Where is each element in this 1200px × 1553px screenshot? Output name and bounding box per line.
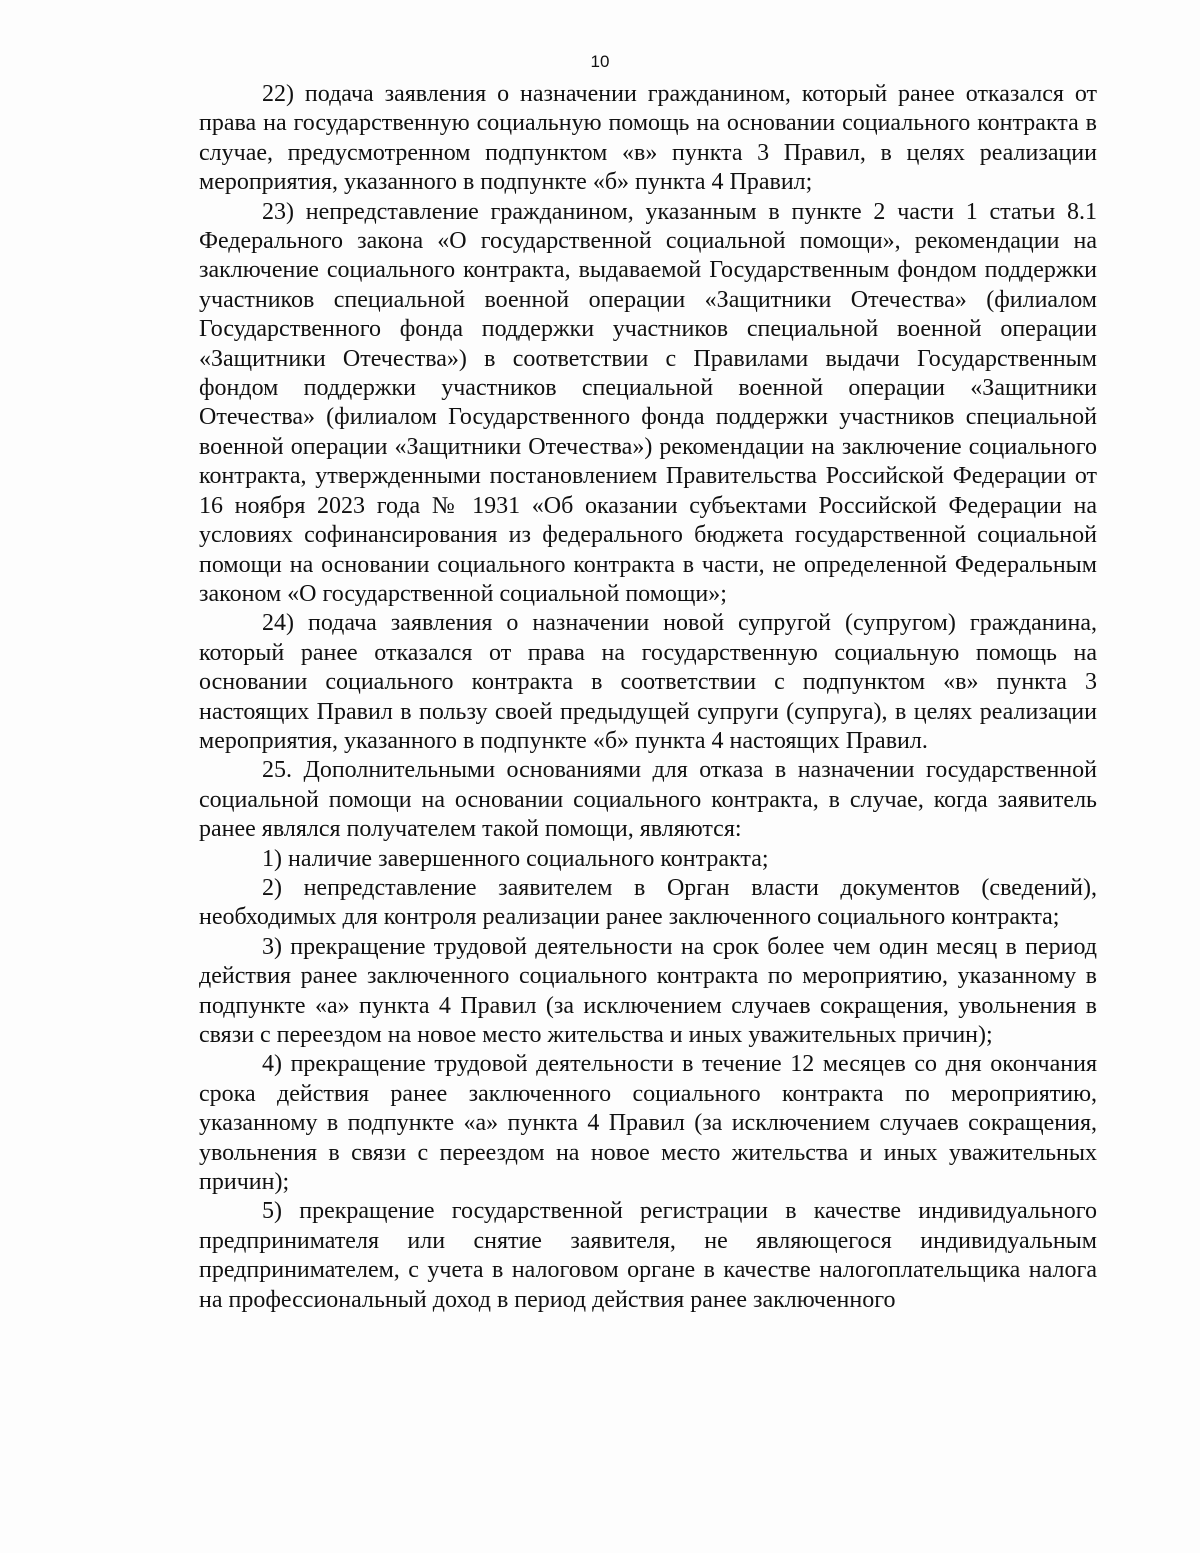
- paragraph-item-1: 1) наличие завершенного социального контракта;: [262, 845, 769, 872]
- paragraph-item-3: 3) прекращение трудовой деятельности на срок более чем один месяц в период действия ранее заключенного социального контракта по мероприятию, указанному в подпункте «а» пункта 4 Правил (за исключением случаев сокращения, увольнения в связи с переездом на новое место жительства и иных уважительных причин);: [199, 933, 1097, 1048]
- paragraph-item-5: 5) прекращение государственной регистрации в качестве индивидуального предпринимателя или снятие заявителя, не являющегося индивидуальным предпринимателем, с учета в налоговом органе в качестве налогоплательщика налога на профессиональный доход в период действия ранее заключенного: [199, 1198, 1097, 1313]
- paragraph-item-4: 4) прекращение трудовой деятельности в течение 12 месяцев со дня окончания срока действия ранее заключенного социального контракта по мероприятию, указанному в подпункте «а» пункта 4 Правил (за исключением случаев сокращения, увольнения в связи с переездом на новое место жительства и иных уважительных причин);: [199, 1051, 1097, 1196]
- paragraph-item-22: 22) подача заявления о назначении гражданином, который ранее отказался от права на государственную социальную помощь на основании социального контракта в случае, предусмотренном подпунктом «в» пункта 3 Правил, в целях реализации мероприятия, указанного в подпункте «б» пункта 4 Правил;: [199, 81, 1097, 196]
- page-number: 10: [590, 52, 610, 71]
- paragraph-section-25: 25. Дополнительными основаниями для отказа в назначении государственной социальной помощи на основании социального контракта, в случае, когда заявитель ранее являлся получателем такой помощи, являются:: [199, 757, 1097, 843]
- document-body: [199, 80, 1097, 1315]
- paragraph-item-24: 24) подача заявления о назначении новой супругой (супругом) гражданина, который ранее отказался от права на государственную социальную помощь на основании социального контракта в соответствии с подпунктом «в» пункта 3 настоящих Правил в пользу своей предыдущей супруги (супруга), в целях реализации мероприятия, указанного в подпункте «б» пункта 4 настоящих Правил.: [199, 610, 1097, 754]
- paragraph-item-23: 23) непредставление гражданином, указанным в пункте 2 части 1 статьи 8.1 Федерального закона «О государственной социальной помощи», рекомендации на заключение социального контракта, выдаваемой Государственным фондом поддержки участников специальной военной операции «Защитники Отечества» (филиалом Государственного фонда поддержки участников специальной военной операции «Защитники Отечества») в соответствии с Правилами выдачи Государственным фондом поддержки участников специальной военной операции «Защитники Отечества» (филиалом Государственного фонда поддержки участников специальной военной операции «Защитники Отечества») рекомендации на заключение социального контракта, утвержденными постановлением Правительства Российской Федерации от 16 ноября 2023 года № 1931 «Об оказании субъектами Российской Федерации на условиях софинансирования из федерального бюджета государственной социальной помощи на основании социального контракта в части, не определенной Федеральным законом «О государственной социальной помощи»;: [199, 198, 1097, 607]
- paragraph-item-2: 2) непредставление заявителем в Орган власти документов (сведений), необходимых для контроля реализации ранее заключенного социального контракта;: [199, 874, 1097, 931]
